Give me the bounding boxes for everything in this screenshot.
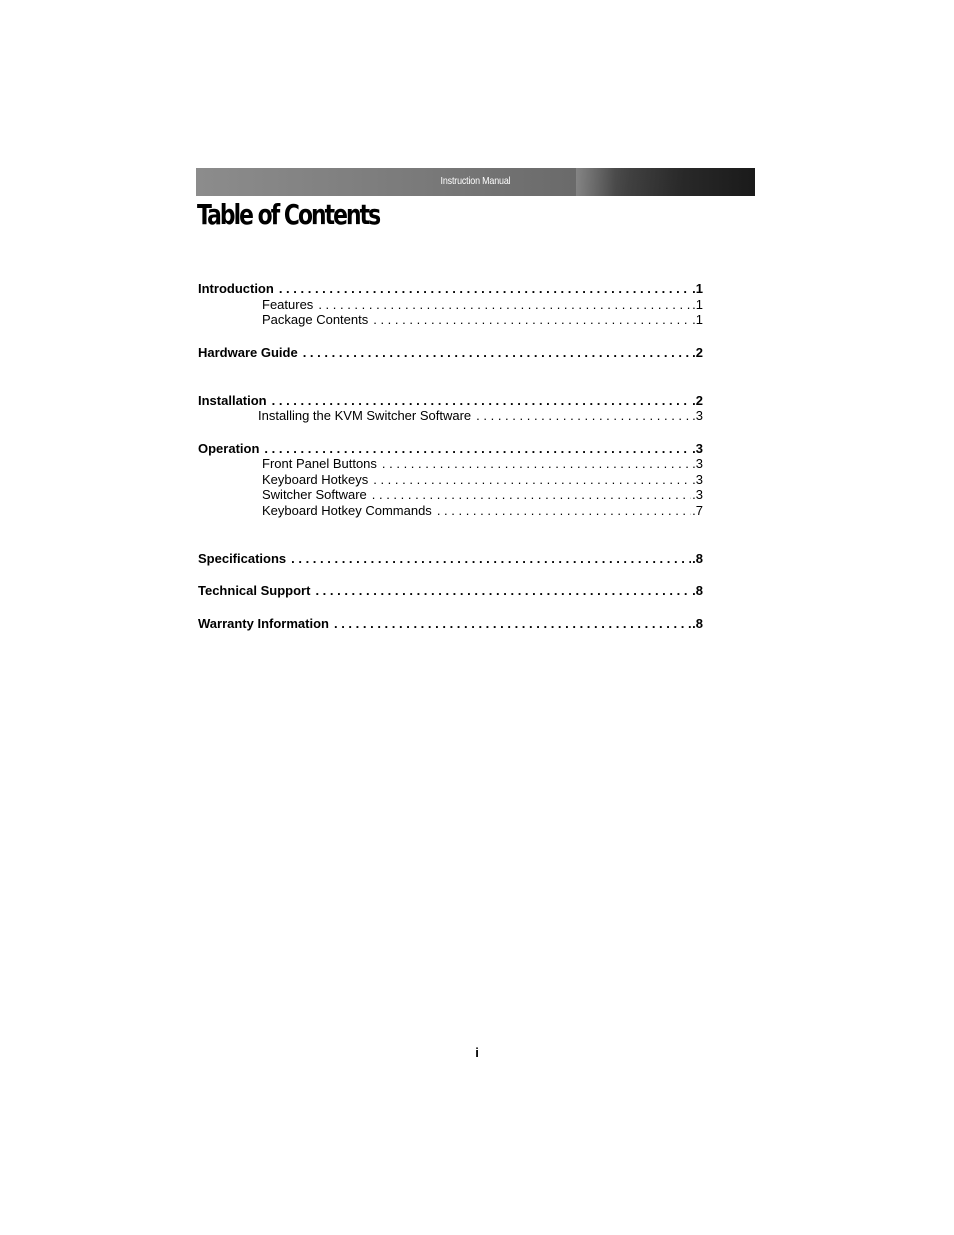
leader-dots [382, 456, 691, 472]
header-bar [196, 168, 755, 196]
toc-entry-technical-support[interactable]: Technical Support . . . .8 [198, 583, 703, 599]
leader-dots [372, 487, 691, 503]
leader-dots [373, 472, 691, 488]
toc-entry-features[interactable]: Features . . . .1 [262, 297, 703, 313]
toc-entry-front-panel-buttons[interactable]: Front Panel Buttons . . . .3 [262, 456, 703, 472]
toc-entry-keyboard-hotkey-commands[interactable]: Keyboard Hotkey Commands . . . .7 [262, 503, 703, 519]
leader-dots [264, 441, 691, 457]
toc-entry-operation[interactable]: Operation . . . .3 [198, 441, 703, 457]
leader-dots [318, 297, 691, 313]
toc-entry-keyboard-hotkeys[interactable]: Keyboard Hotkeys . . . .3 [262, 472, 703, 488]
page-title: Table of Contents [197, 198, 380, 231]
toc-entry-switcher-software[interactable]: Switcher Software . . . .3 [262, 487, 703, 503]
header-title: Instruction Manual [440, 175, 511, 187]
leader-dots [437, 503, 691, 519]
leader-dots [373, 312, 691, 328]
toc-entry-hardware-guide[interactable]: Hardware Guide . . . .2 [198, 345, 703, 361]
leader-dots [476, 408, 691, 424]
toc-entry-installing-kvm-software[interactable]: Installing the KVM Switcher Software . . . .3 [258, 408, 703, 424]
leader-dots [315, 583, 691, 599]
leader-dots [279, 281, 691, 297]
toc-entry-warranty-information[interactable]: Warranty Information . . . .8 [198, 616, 703, 632]
leader-dots [291, 551, 691, 567]
leader-dots [272, 393, 692, 409]
leader-dots [334, 616, 691, 632]
toc-entry-specifications[interactable]: Specifications . . . .8 [198, 551, 703, 567]
page-number: i [475, 1045, 479, 1060]
toc-entry-installation[interactable]: Installation . . . .2 [198, 393, 703, 409]
toc-entry-package-contents[interactable]: Package Contents . . . .1 [262, 312, 703, 328]
toc-entry-introduction[interactable]: Introduction . . . .1 [198, 281, 703, 297]
leader-dots [303, 345, 691, 361]
